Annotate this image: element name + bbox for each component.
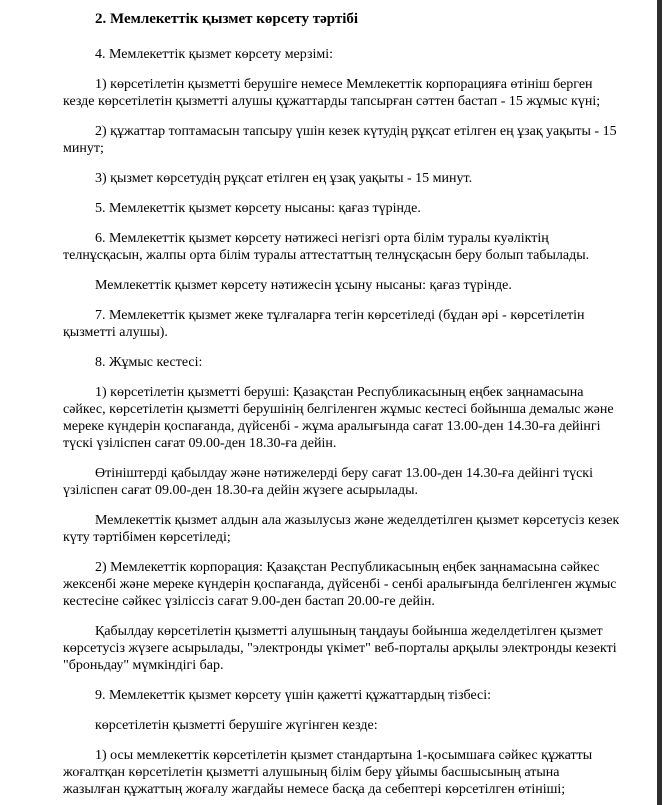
paragraph: 5. Мемлекеттік қызмет көрсету нысаны: қағаз түрінде.	[95, 201, 421, 216]
paragraph: 6. Мемлекеттік қызмет көрсету нәтижесі негізгі орта білім туралы куәліктің телнұсқасын, жалпы орта білім туралы аттестаттың телнұсқасын беру болып табылады.	[63, 231, 590, 263]
paragraph: Қабылдау көрсетілетін қызметті алушының таңдауы бойынша жеделдетілген қызмет көрсетусіз жүзеге асырылады, "электронды үкімет" веб-порталы арқылы электронды кезекті "броньдау" мүмкіндігі бар.	[63, 624, 617, 673]
paragraph: Өтініштерді қабылдау және нәтижелерді беру сағат 13.00-ден 14.30-ға дейінгі түскі үзіліспен сағат 09.00-ден 18.30-ға дейін жүзеге асырылады.	[63, 466, 593, 498]
paragraph: 2) Мемлекеттік корпорация: Қазақстан Республикасының еңбек заңнамасына сәйкес жексенбі және мереке күндерін қоспағанда, дүйсенбі - сенбі аралығында белгіленген жұмыс кестесіне сәйкес үзіліссіз сағат 9.00-ден бастап 20.00-ге дейін.	[63, 560, 617, 609]
paragraph: 7. Мемлекеттік қызмет жеке тұлғаларға тегін көрсетіледі (бұдан әрі - көрсетілетін қызметті алушы).	[63, 308, 585, 340]
paragraph: 3) қызмет көрсетудің рұқсат етілген ең ұзақ уақыты - 15 минут.	[95, 171, 473, 186]
paragraph: 4. Мемлекеттік қызмет көрсету мерзімі:	[95, 47, 333, 62]
paragraph: 1) көрсетілетін қызметті беруші: Қазақстан Республикасының еңбек заңнамасына сәйкес, көрсетілетін қызметті берушінің белгіленген жұмыс кестесі бойынша демалыс және мереке күндерін қоспағанда, дүйсенбі - жұма аралығында сағат 13.00-ден 14.30-ға дейінгі түскі үзіліспен сағат 09.00-ден 18.30-ға дейін.	[63, 385, 614, 451]
section-title: 2. Мемлекеттік қызмет көрсету тәртібі	[95, 11, 359, 27]
paragraph: 9. Мемлекеттік қызмет көрсету үшін қажетті құжаттардың тізбесі:	[95, 688, 492, 703]
paragraph: Мемлекеттік қызмет алдын ала жазылусыз және жеделдетілген қызмет көрсетусіз кезек күту тәртібімен көрсетіледі;	[63, 513, 620, 545]
vertical-scrollbar[interactable]	[657, 0, 662, 805]
paragraph: 1) көрсетілетін қызметті берушіге немесе Мемлекеттік корпорацияға өтініш берген кезде көрсетілетін қызметті алушы құжаттарды тапсырған сәттен бастап - 15 жұмыс күні;	[63, 77, 601, 109]
paragraph: Мемлекеттік қызмет көрсету нәтижесін ұсыну нысаны: қағаз түрінде.	[95, 278, 512, 293]
paragraph: 8. Жұмыс кестесі:	[95, 355, 203, 370]
paragraph: 1) осы мемлекеттік көрсетілетін қызмет стандартына 1-қосымшаға сәйкес құжатты жоғалтқан көрсетілетін қызметті алушының білім беру ұйымы басшысының атына жазылған құжаттың жоғалу жағдайы немесе басқа да себептері көрсетілген өтініші;	[63, 748, 593, 797]
paragraph: көрсетілетін қызметті берушіге жүгінген кезде:	[95, 718, 378, 733]
paragraph: 2) құжаттар топтамасын тапсыру үшін кезек күтудің рұқсат етілген ең ұзақ уақыты - 15 минут;	[63, 124, 617, 156]
